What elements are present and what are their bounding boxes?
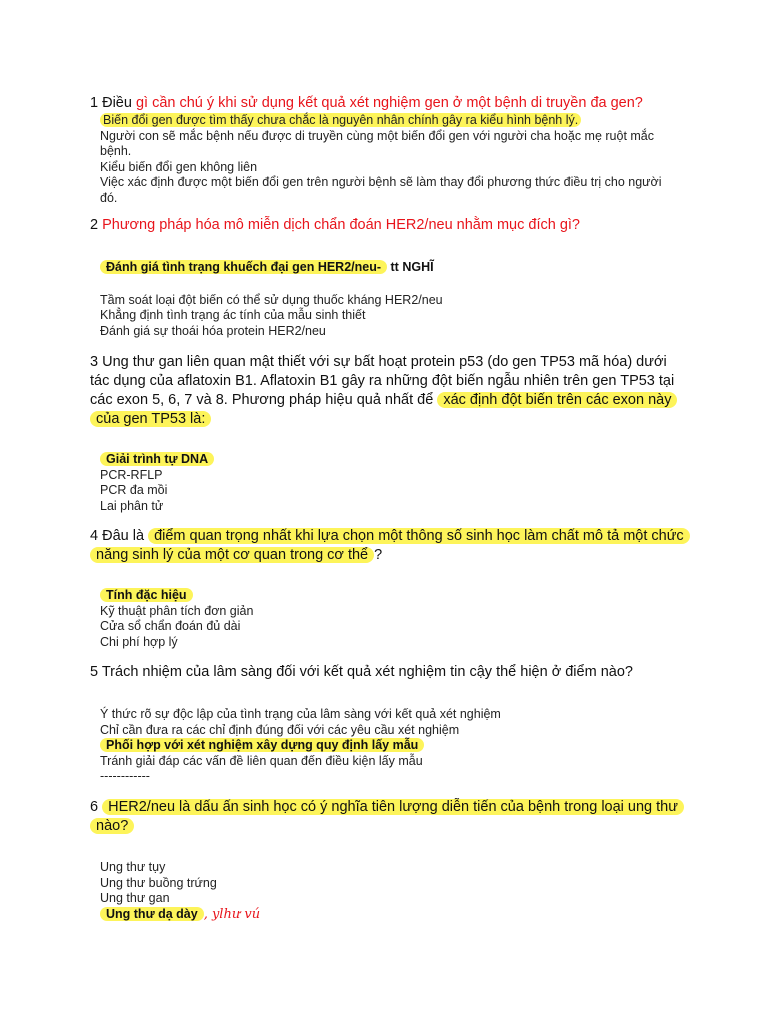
option-item: Việc xác định được một biến đổi gen trên người bệnh sẽ làm thay đổi phương thức điều trị cho người đó.	[100, 175, 662, 205]
question-highlight: xác định đột biến trên các exon này của gen TP53 là:	[90, 392, 677, 427]
option-answer: Phối hợp với xét nghiệm xây dựng quy định lấy mẫu	[100, 738, 501, 754]
option-item: Khẳng định tình trạng ác tính của mẫu sinh thiết	[100, 308, 366, 322]
question-text: gì cần chú ý khi sử dụng kết quả xét nghiệm gen ở một bệnh di truyền đa gen?	[135, 95, 643, 111]
question-number: 5	[90, 664, 99, 680]
question-4-options	[100, 588, 253, 650]
option-item: Tránh giải đáp các vấn đề liên quan đến điều kiện lấy mẫu	[100, 753, 423, 768]
question-number: 3	[90, 354, 99, 370]
option-item: Ung thư tụy	[100, 860, 166, 874]
option-answer: Biến đổi gen được tìm thấy chưa chắc là nguyên nhân chính gây ra kiểu hình bệnh lý.	[100, 113, 670, 129]
question-number: 6	[90, 799, 99, 815]
question-number: 1	[90, 95, 99, 111]
question-2-options	[100, 260, 443, 339]
option-item: Ung thư gan	[100, 891, 170, 905]
question-6-options	[100, 860, 260, 922]
question-3	[90, 353, 690, 429]
option-answer: Giải trình tự DNA	[100, 452, 214, 468]
option-answer: Ung thư dạ dày , ylhư vú	[100, 907, 260, 923]
question-2	[90, 216, 730, 235]
option-item: Ung thư buồng trứng	[100, 875, 217, 890]
option-item: Chỉ cần đưa ra các chỉ định đúng đối với các yêu cầu xét nghiệm	[100, 722, 460, 737]
question-3-options	[100, 452, 214, 514]
option-item: Cửa sổ chẩn đoán đủ dài	[100, 619, 241, 633]
question-text: Ung thư gan liên quan mật thiết với sự bất hoạt protein p53 (do gen TP53 mã hóa) dưới tác dụng của aflatoxin B1. Aflatoxin B1 gây ra những đột biến ngẫu nhiên trên gen TP53 tại các exon 5, 6, 7 và 8. Phương pháp hiệu quả nhất để	[90, 354, 675, 408]
option-item: PCR-RFLP	[100, 467, 163, 482]
question-4: 4 Đâu là điểm quan trọng nhất khi lựa chọn một thông số sinh học làm chất mô tả một chức năng sinh lý của một cơ quan trong cơ thể ?	[90, 527, 690, 565]
option-item: Lai phân tử	[100, 498, 164, 513]
question-1	[90, 94, 730, 113]
option-item: Kỹ thuật phân tích đơn giản	[100, 603, 254, 618]
question-number: 4	[90, 528, 99, 544]
question-1-options	[100, 113, 670, 206]
question-5-options	[100, 707, 501, 785]
handwritten-note: , ylhư vú	[203, 906, 261, 922]
option-item: Tầm soát loại đột biến có thể sử dụng thuốc kháng HER2/neu	[100, 292, 443, 307]
option-item: Người con sẽ mắc bệnh nếu được di truyền cùng một biến đổi gen với người cha hoặc mẹ ruột mắc bệnh.	[100, 128, 655, 158]
question-highlight: HER2/neu là dấu ấn sinh học có ý nghĩa tiên lượng diễn tiến của bệnh trong loại ung thư nào?	[90, 799, 684, 834]
question-number: 2	[90, 217, 99, 233]
question-5	[90, 663, 730, 682]
question-prefix: Điều	[102, 95, 132, 111]
option-item: Kiểu biến đổi gen không liên	[100, 159, 258, 174]
question-text: Phương pháp hóa mô miễn dịch chẩn đoán HER2/neu nhằm mục đích gì?	[102, 217, 580, 233]
answer-note: tt NGHĨ	[390, 260, 434, 274]
divider-line: ------------	[100, 769, 150, 783]
option-item: Chi phí hợp lý	[100, 634, 178, 649]
option-item: Ý thức rõ sự độc lập của tình trạng của lâm sàng với kết quả xét nghiệm	[100, 707, 501, 721]
question-6	[90, 798, 690, 836]
option-answer: Tính đặc hiệu	[100, 588, 253, 604]
question-prefix: Đâu là	[102, 528, 145, 544]
option-item: PCR đa mồi	[100, 483, 168, 497]
question-highlight: điểm quan trọng nhất khi lựa chọn một thông số sinh học làm chất mô tả một chức năng sinh lý của một cơ quan trong cơ thể	[90, 528, 690, 563]
question-text: Trách nhiệm của lâm sàng đối với kết quả xét nghiệm tin cậy thể hiện ở điểm nào?	[101, 664, 633, 680]
option-answer: Đánh giá tình trạng khuếch đại gen HER2/neu- tt NGHĨ	[100, 260, 443, 276]
option-item: Đánh giá sự thoái hóa protein HER2/neu	[100, 323, 326, 338]
